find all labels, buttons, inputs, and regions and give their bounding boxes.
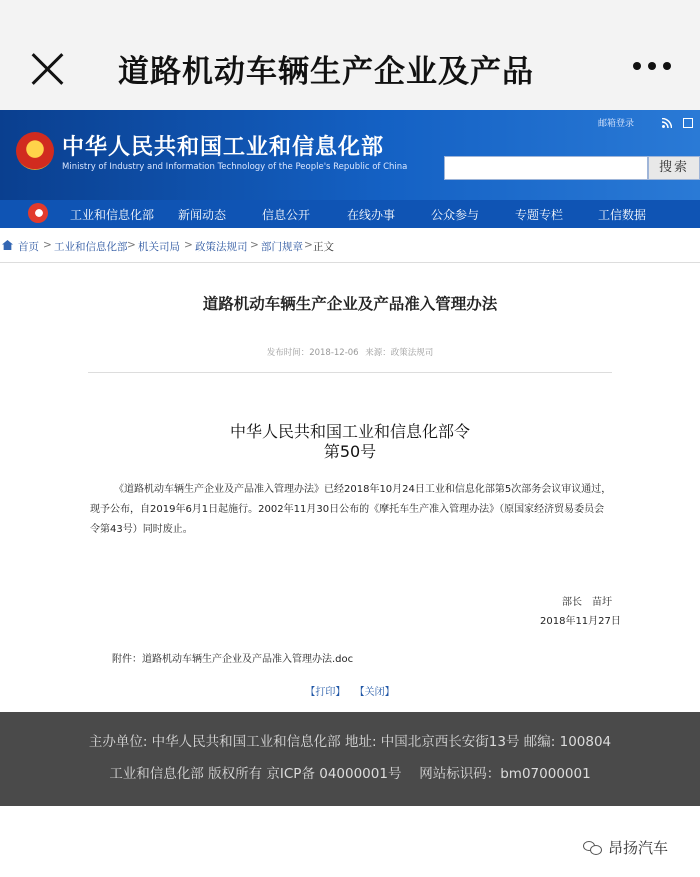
home-icon[interactable] [2,240,13,250]
breadcrumb-current: 正文 [313,241,334,253]
search-input[interactable] [444,156,648,180]
nav-item-online-service[interactable]: 在线办事 [347,208,396,222]
breadcrumb-ministry[interactable]: 工业和信息化部 [54,241,128,253]
watermark-text: 昂扬汽车 [608,839,669,857]
article-actions [0,683,700,698]
nav-item-data[interactable]: 工信数据 [598,208,647,222]
article-title: 道路机动车辆生产企业及产品准入管理办法 [202,295,498,313]
decree-title: 中华人民共和国工业和信息化部令 [229,422,470,441]
page-title: 道路机动车辆生产企业及产品 [118,54,534,90]
breadcrumb-separator: > [304,239,313,251]
nav-logo-icon[interactable] [28,203,48,223]
breadcrumb-separator: > [250,239,259,251]
signature-date: 2018年11月27日 [540,616,621,627]
breadcrumb-separator: > [184,239,193,251]
breadcrumb-bureau[interactable]: 机关司局 [138,241,180,253]
breadcrumb-separator: > [43,239,52,251]
breadcrumb [0,228,700,263]
watermark [583,837,668,858]
main-nav [0,200,700,228]
signature: 部长 苗圩 [562,597,612,608]
site-subtitle: Ministry of Industry and Information Technology of the People's Republic of China [62,162,408,172]
search-button[interactable]: 搜索 [648,156,700,180]
nav-item-ministry[interactable]: 工业和信息化部 [70,208,155,222]
top-bar [0,0,700,110]
decree-number: 第50号 [323,442,377,461]
nav-item-special[interactable]: 专题专栏 [515,208,564,222]
attachment-link[interactable]: 附件：道路机动车辆生产企业及产品准入管理办法.doc [112,654,354,665]
mail-login-link[interactable]: 邮箱登录 [598,119,635,129]
print-button[interactable]: 【打印】 [305,687,346,698]
publish-time: 发布时间：2018-12-06 [266,348,359,358]
national-emblem-icon [16,132,54,170]
site-title: 中华人民共和国工业和信息化部 [62,135,385,160]
divider [88,372,612,373]
weibo-icon[interactable] [683,118,693,128]
breadcrumb-policy-dept[interactable]: 政策法规司 [195,241,248,253]
article-meta [0,346,700,358]
article-source: 来源：政策法规司 [365,348,434,358]
close-button[interactable]: 【关闭】 [354,687,395,698]
nav-item-news[interactable]: 新闻动态 [178,208,227,222]
breadcrumb-regulations[interactable]: 部门规章 [261,241,303,253]
footer-copyright: 工业和信息化部 版权所有 京ICP备 04000001号 网站标识码：bm07000001 [109,766,591,782]
site-header [0,110,700,200]
decree-heading [0,422,700,462]
nav-item-disclosure[interactable]: 信息公开 [262,208,311,222]
breadcrumb-home[interactable]: 首页 [18,241,39,253]
close-icon[interactable] [30,52,64,86]
nav-item-participation[interactable]: 公众参与 [431,208,480,222]
wechat-icon [583,840,603,856]
site-footer [0,712,700,806]
article-body: 《道路机动车辆生产企业及产品准入管理办法》已经2018年10月24日工业和信息化部第5次部务会议审议通过，现予公布，自2019年6月1日起施行。2002年11月30日公布的《摩托车生产准入管理办法》（原国家经济贸易委员会令第43号）同时废止。 [90,484,612,535]
footer-sponsor: 主办单位: 中华人民共和国工业和信息化部 地址: 中国北京西长安街13号 邮编: 100804 [88,734,612,750]
breadcrumb-separator: > [127,239,136,251]
more-icon[interactable] [633,62,671,70]
rss-icon[interactable] [662,118,672,128]
